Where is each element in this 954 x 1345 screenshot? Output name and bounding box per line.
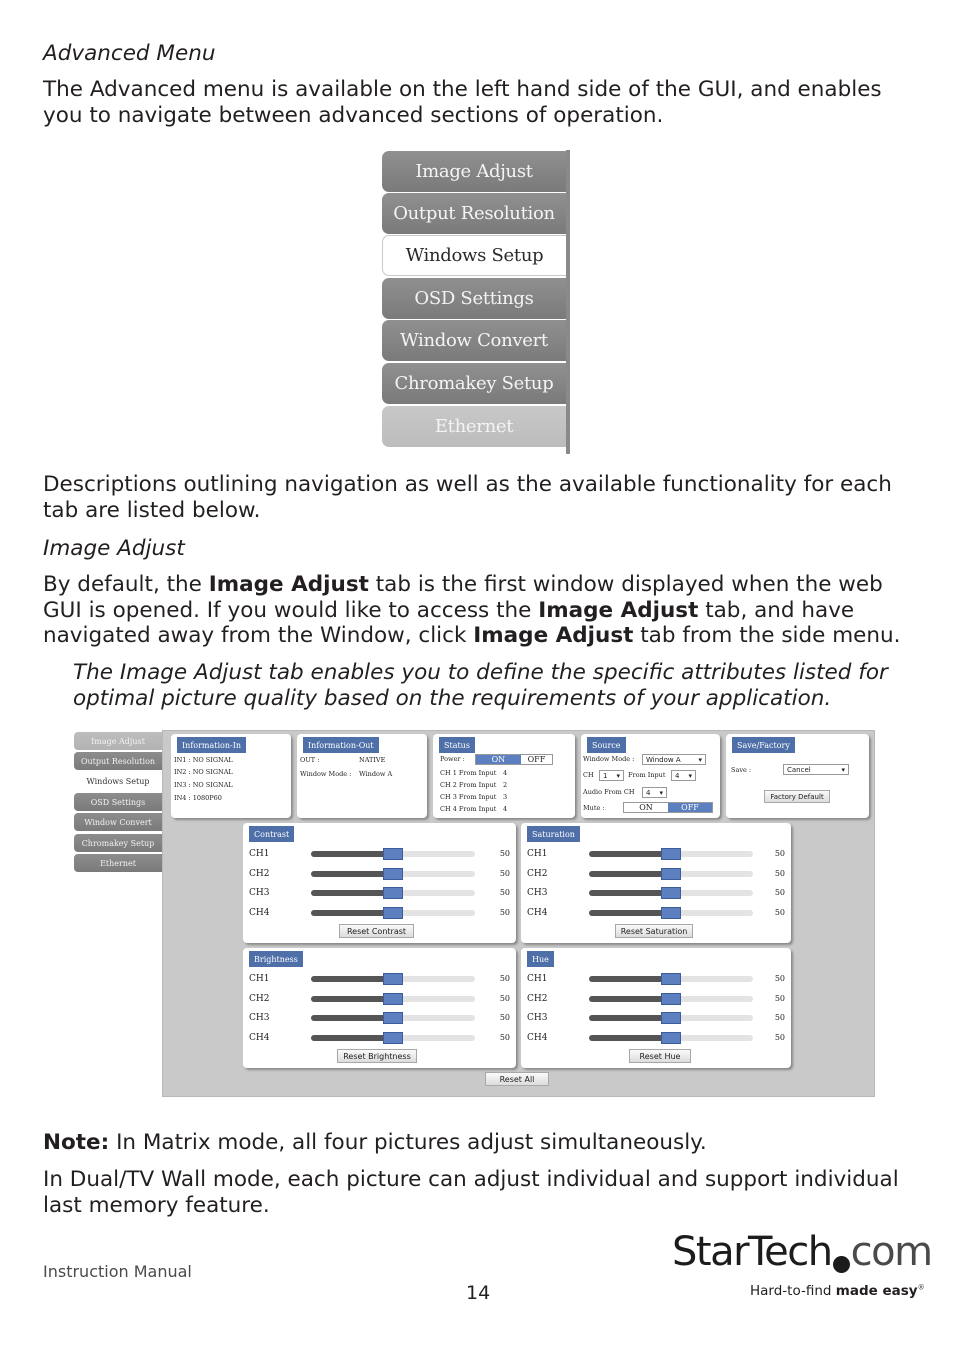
hue-row bbox=[521, 992, 791, 1006]
hue-slider[interactable] bbox=[589, 976, 753, 982]
slider-handle[interactable] bbox=[383, 887, 403, 899]
power-label: Power : bbox=[440, 755, 465, 763]
slider-value: 50 bbox=[499, 908, 510, 917]
save-select[interactable] bbox=[783, 764, 849, 775]
channel-label: CH4 bbox=[249, 908, 270, 918]
para-bold: Image Adjust bbox=[208, 572, 369, 597]
page-number: 14 bbox=[466, 1282, 491, 1304]
mute-toggle[interactable] bbox=[623, 802, 713, 813]
channel-label: CH3 bbox=[249, 888, 270, 898]
channel-label: CH4 bbox=[527, 908, 548, 918]
channel-label: CH1 bbox=[527, 849, 548, 859]
chevron-down-icon: ▾ bbox=[616, 771, 620, 780]
menu-item-ethernet[interactable]: Ethernet bbox=[382, 406, 566, 447]
hue-row bbox=[521, 1011, 791, 1025]
reset-all-button[interactable]: Reset All bbox=[485, 1072, 549, 1086]
reset-contrast-button[interactable]: Reset Contrast bbox=[339, 924, 414, 938]
from-input-label: From Input bbox=[628, 771, 666, 779]
brightness-title: Brightness bbox=[249, 951, 303, 967]
slider-handle[interactable] bbox=[383, 973, 403, 985]
saturation-row bbox=[521, 886, 791, 900]
hue-panel bbox=[521, 948, 791, 1068]
slider-handle[interactable] bbox=[383, 868, 403, 880]
gui-menu-output-resolution[interactable]: Output Resolution bbox=[74, 752, 162, 770]
channel-label: CH2 bbox=[527, 994, 548, 1004]
figure-caption: The Image Adjust tab enables you to define the specific attributes listed for optimal picture quality based on the requirements of your application. bbox=[73, 660, 888, 711]
hue-slider[interactable] bbox=[589, 1015, 753, 1021]
audio-from-ch-select[interactable] bbox=[642, 787, 667, 798]
slider-value: 50 bbox=[499, 1013, 510, 1022]
out-value: NATIVE bbox=[359, 756, 386, 764]
status-input: 4 bbox=[503, 769, 508, 777]
footer-label: Instruction Manual bbox=[43, 1262, 192, 1281]
select-value: 1 bbox=[603, 771, 608, 780]
brightness-slider[interactable] bbox=[311, 1015, 475, 1021]
save-label: Save : bbox=[731, 766, 752, 774]
contrast-title: Contrast bbox=[249, 826, 294, 842]
chevron-down-icon: ▾ bbox=[698, 755, 702, 764]
select-value: Cancel bbox=[787, 765, 811, 774]
advanced-menu-heading: Advanced Menu bbox=[43, 41, 216, 66]
ch-select[interactable] bbox=[599, 770, 624, 781]
channel-label: CH2 bbox=[527, 869, 548, 879]
logo-text: StarTech bbox=[672, 1229, 832, 1275]
slider-value: 50 bbox=[499, 974, 510, 983]
saturation-row bbox=[521, 847, 791, 861]
contrast-slider[interactable] bbox=[311, 890, 475, 896]
brightness-slider[interactable] bbox=[311, 976, 475, 982]
menu-item-output-resolution[interactable]: Output Resolution bbox=[382, 193, 566, 234]
status-line: CH 3 From Input bbox=[440, 793, 497, 801]
window-mode-value: Window A bbox=[359, 770, 393, 778]
info-in-line: IN2 : NO SIGNAL bbox=[174, 768, 233, 776]
menu-item-osd-settings[interactable]: OSD Settings bbox=[382, 278, 566, 319]
reset-brightness-button[interactable]: Reset Brightness bbox=[337, 1049, 417, 1063]
gui-menu-chromakey-setup[interactable]: Chromakey Setup bbox=[74, 834, 162, 852]
note-paragraph bbox=[43, 1130, 913, 1156]
slider-value: 50 bbox=[774, 994, 785, 1003]
slider-handle[interactable] bbox=[661, 868, 681, 880]
image-adjust-paragraph bbox=[43, 572, 913, 649]
status-line: CH 2 From Input bbox=[440, 781, 497, 789]
brightness-row bbox=[243, 1011, 516, 1025]
descriptions-paragraph: Descriptions outlining navigation as well as the available functionality for each tab are listed below. bbox=[43, 472, 892, 523]
ch-label: CH bbox=[583, 771, 594, 779]
slider-handle[interactable] bbox=[661, 1012, 681, 1024]
channel-label: CH3 bbox=[527, 1013, 548, 1023]
contrast-row bbox=[243, 886, 516, 900]
contrast-slider[interactable] bbox=[311, 851, 475, 857]
para-text: tab from the side menu. bbox=[633, 623, 901, 648]
channel-label: CH3 bbox=[249, 1013, 270, 1023]
brightness-row bbox=[243, 1031, 516, 1045]
slider-handle[interactable] bbox=[661, 848, 681, 860]
para-bold: Image Adjust bbox=[473, 623, 634, 648]
menu-shadow bbox=[566, 150, 570, 454]
note-label: Note: bbox=[43, 1130, 110, 1155]
mute-off[interactable]: OFF bbox=[668, 803, 712, 812]
status-line: CH 4 From Input bbox=[440, 805, 497, 813]
status-panel bbox=[433, 734, 575, 818]
info-in-panel bbox=[171, 734, 291, 818]
hue-slider[interactable] bbox=[589, 1035, 753, 1041]
slider-value: 50 bbox=[774, 974, 785, 983]
slider-handle[interactable] bbox=[661, 887, 681, 899]
gui-menu-window-convert[interactable]: Window Convert bbox=[74, 813, 162, 831]
source-window-mode-label: Window Mode : bbox=[583, 755, 635, 763]
channel-label: CH2 bbox=[249, 994, 270, 1004]
gui-menu-ethernet[interactable]: Ethernet bbox=[74, 854, 162, 872]
note-text: In Matrix mode, all four pictures adjust simultaneously. bbox=[109, 1130, 707, 1155]
brightness-row bbox=[243, 972, 516, 986]
hue-slider[interactable] bbox=[589, 996, 753, 1002]
power-off[interactable]: OFF bbox=[521, 755, 552, 764]
tagline-bold: made easy bbox=[835, 1283, 918, 1299]
channel-label: CH4 bbox=[249, 1033, 270, 1043]
gui-menu-osd-settings[interactable]: OSD Settings bbox=[74, 793, 162, 811]
slider-handle[interactable] bbox=[661, 907, 681, 919]
advanced-menu-paragraph: The Advanced menu is available on the left hand side of the GUI, and enables you to navigate between advanced sections of operation. bbox=[43, 77, 882, 128]
slider-value: 50 bbox=[774, 1033, 785, 1042]
startech-logo bbox=[672, 1229, 932, 1275]
saturation-panel bbox=[521, 823, 791, 943]
reset-saturation-button[interactable]: Reset Saturation bbox=[615, 924, 693, 938]
para-bold: Image Adjust bbox=[538, 597, 699, 623]
brightness-panel bbox=[243, 948, 516, 1068]
slider-value: 50 bbox=[774, 888, 785, 897]
save-factory-panel bbox=[726, 734, 869, 818]
channel-label: CH1 bbox=[527, 974, 548, 984]
select-value: Window A bbox=[646, 755, 681, 764]
contrast-row bbox=[243, 906, 516, 920]
slider-handle[interactable] bbox=[661, 1032, 681, 1044]
window-mode-select[interactable] bbox=[642, 754, 706, 765]
slider-handle[interactable] bbox=[383, 1032, 403, 1044]
menu-item-image-adjust[interactable]: Image Adjust bbox=[382, 151, 566, 192]
brightness-slider[interactable] bbox=[311, 1035, 475, 1041]
advanced-menu-figure bbox=[382, 150, 570, 454]
contrast-row bbox=[243, 867, 516, 881]
chevron-down-icon: ▾ bbox=[688, 771, 692, 780]
status-input: 2 bbox=[503, 781, 508, 789]
slider-value: 50 bbox=[499, 1033, 510, 1042]
info-out-panel bbox=[297, 734, 427, 818]
info-out-title: Information-Out bbox=[303, 737, 379, 753]
para-text: tab, and have navigated away from the Window, click bbox=[43, 597, 855, 648]
logo-dot-icon bbox=[833, 1256, 850, 1273]
factory-default-button[interactable]: Factory Default bbox=[764, 790, 830, 803]
source-title: Source bbox=[587, 737, 626, 753]
slider-value: 50 bbox=[499, 888, 510, 897]
select-value: 4 bbox=[646, 788, 651, 797]
channel-label: CH4 bbox=[527, 1033, 548, 1043]
from-input-select[interactable] bbox=[671, 770, 696, 781]
saturation-title: Saturation bbox=[527, 826, 580, 842]
source-panel bbox=[581, 734, 720, 818]
power-toggle[interactable] bbox=[475, 754, 553, 765]
window-mode-label: Window Mode : bbox=[300, 770, 352, 778]
channel-label: CH1 bbox=[249, 849, 270, 859]
reset-hue-button[interactable]: Reset Hue bbox=[629, 1049, 691, 1063]
audio-from-ch-label: Audio From CH bbox=[583, 788, 635, 796]
contrast-slider[interactable] bbox=[311, 910, 475, 916]
para-text: tab is the first window displayed when the web GUI is opened. If you would like to access the bbox=[43, 572, 883, 623]
contrast-slider[interactable] bbox=[311, 871, 475, 877]
slider-value: 50 bbox=[499, 869, 510, 878]
channel-label: CH3 bbox=[527, 888, 548, 898]
saturation-slider[interactable] bbox=[589, 910, 753, 916]
menu-item-windows-setup[interactable]: Windows Setup bbox=[382, 235, 566, 276]
brightness-slider[interactable] bbox=[311, 996, 475, 1002]
mute-label: Mute : bbox=[583, 804, 605, 812]
slider-value: 50 bbox=[499, 849, 510, 858]
slider-value: 50 bbox=[774, 908, 785, 917]
image-adjust-gui-figure bbox=[74, 730, 875, 1097]
saturation-slider[interactable] bbox=[589, 851, 753, 857]
status-input: 3 bbox=[503, 793, 508, 801]
info-in-line: IN4 : 1080P60 bbox=[174, 794, 222, 802]
menu-item-window-convert[interactable]: Window Convert bbox=[382, 320, 566, 361]
slider-handle[interactable] bbox=[661, 993, 681, 1005]
hue-row bbox=[521, 1031, 791, 1045]
brightness-row bbox=[243, 992, 516, 1006]
image-adjust-heading: Image Adjust bbox=[43, 536, 185, 561]
select-value: 4 bbox=[675, 771, 680, 780]
save-factory-title: Save/Factory bbox=[732, 737, 795, 753]
menu-item-chromakey-setup[interactable]: Chromakey Setup bbox=[382, 363, 566, 404]
power-on[interactable]: ON bbox=[476, 755, 521, 764]
status-input: 4 bbox=[503, 805, 508, 813]
tagline-text: Hard-to-find bbox=[750, 1283, 836, 1299]
hue-title: Hue bbox=[527, 951, 554, 967]
slider-handle[interactable] bbox=[383, 848, 403, 860]
hue-row bbox=[521, 972, 791, 986]
saturation-slider[interactable] bbox=[589, 890, 753, 896]
channel-label: CH1 bbox=[249, 974, 270, 984]
gui-menu-image-adjust[interactable]: Image Adjust bbox=[74, 732, 162, 750]
channel-label: CH2 bbox=[249, 869, 270, 879]
chevron-down-icon: ▾ bbox=[841, 765, 845, 774]
slider-value: 50 bbox=[774, 869, 785, 878]
mute-on[interactable]: ON bbox=[624, 803, 668, 812]
registered-mark: ® bbox=[917, 1283, 925, 1292]
slider-handle[interactable] bbox=[383, 907, 403, 919]
info-in-line: IN1 : NO SIGNAL bbox=[174, 756, 233, 764]
slider-handle[interactable] bbox=[383, 1012, 403, 1024]
saturation-slider[interactable] bbox=[589, 871, 753, 877]
slider-value: 50 bbox=[774, 1013, 785, 1022]
slider-value: 50 bbox=[499, 994, 510, 1003]
slider-handle[interactable] bbox=[661, 973, 681, 985]
saturation-row bbox=[521, 867, 791, 881]
status-title: Status bbox=[439, 737, 475, 753]
saturation-row bbox=[521, 906, 791, 920]
slider-handle[interactable] bbox=[383, 993, 403, 1005]
contrast-panel bbox=[243, 823, 516, 943]
dual-mode-paragraph: In Dual/TV Wall mode, each picture can adjust individual and support individual last memory feature. bbox=[43, 1167, 899, 1218]
slider-value: 50 bbox=[774, 849, 785, 858]
logo-tagline bbox=[750, 1283, 925, 1299]
chevron-down-icon: ▾ bbox=[659, 788, 663, 797]
gui-menu-windows-setup[interactable]: Windows Setup bbox=[74, 772, 162, 790]
logo-text: com bbox=[850, 1229, 932, 1275]
info-in-line: IN3 : NO SIGNAL bbox=[174, 781, 233, 789]
para-text: By default, the bbox=[43, 572, 209, 597]
status-line: CH 1 From Input bbox=[440, 769, 497, 777]
out-label: OUT : bbox=[300, 756, 320, 764]
contrast-row bbox=[243, 847, 516, 861]
info-in-title: Information-In bbox=[177, 737, 246, 753]
